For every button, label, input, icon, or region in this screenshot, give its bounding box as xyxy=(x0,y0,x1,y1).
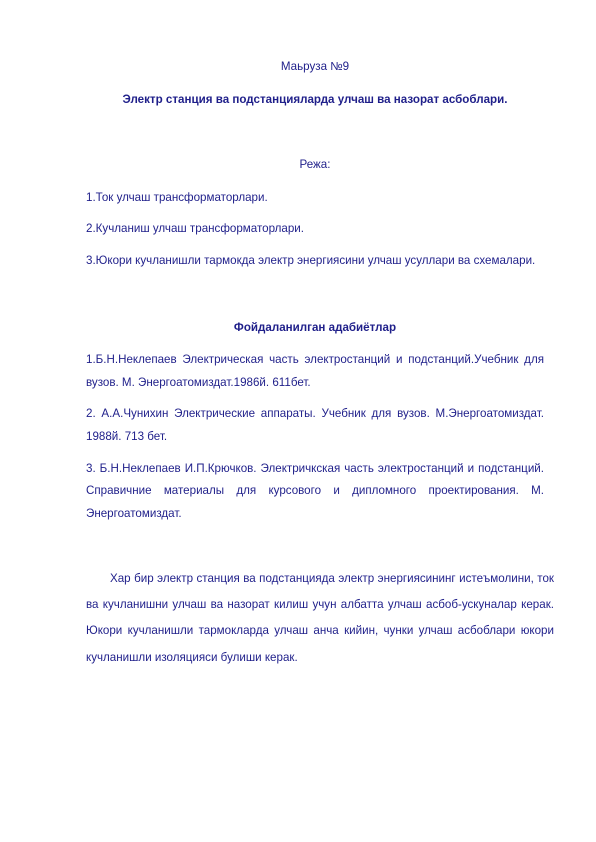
lecture-title: Электр станция ва подстанцияларда улчаш ва назорат асбоблари. xyxy=(122,92,508,106)
plan-item: 3.Юкори кучланишли тармокда электр энергиясини улчаш усуллари ва схемалари. xyxy=(86,253,536,267)
references-heading: Фойдаланилган адабиётлар xyxy=(233,320,397,334)
plan-item: 2.Кучланиш улчаш трансформаторлари. xyxy=(86,222,304,236)
plan-heading: Режа: xyxy=(299,158,331,172)
plan-item: 1.Ток улчаш трансформаторлари. xyxy=(86,190,268,204)
reference-item: 3. Б.Н.Неклепаев И.П.Крючков. Электричкская часть электростанций и подстанций. Справичние материалы для курсового и дипломного проектирования. М. Энергоатомиздат. xyxy=(86,461,544,520)
lecture-number-heading: Маьруза №9 xyxy=(280,60,350,73)
intro-paragraph: Хар бир электр станция ва подстанцияда электр энергиясининг истеъмолини, ток ва кучланишни улчаш ва назорат килиш учун албатта улчаш асбоб-ускуналар керак. Юкори кучланишли тармокларда улчаш анча кийин, чунки улчаш асбоблари юкори кучланишли изоляцияси булиши керак. xyxy=(86,572,554,664)
references-list xyxy=(86,349,544,525)
reference-item: 1.Б.Н.Неклепаев Электрическая часть электростанций и подстанций.Учебник для вузов. М. Энергоатомиздат.1986й. 611бет. xyxy=(86,353,544,389)
plan-list xyxy=(86,187,544,273)
reference-item: 2. А.А.Чунихин Электрические аппараты. Учебник для вузов. М.Энергоатомиздат. 1988й. 713 бет. xyxy=(86,407,544,443)
